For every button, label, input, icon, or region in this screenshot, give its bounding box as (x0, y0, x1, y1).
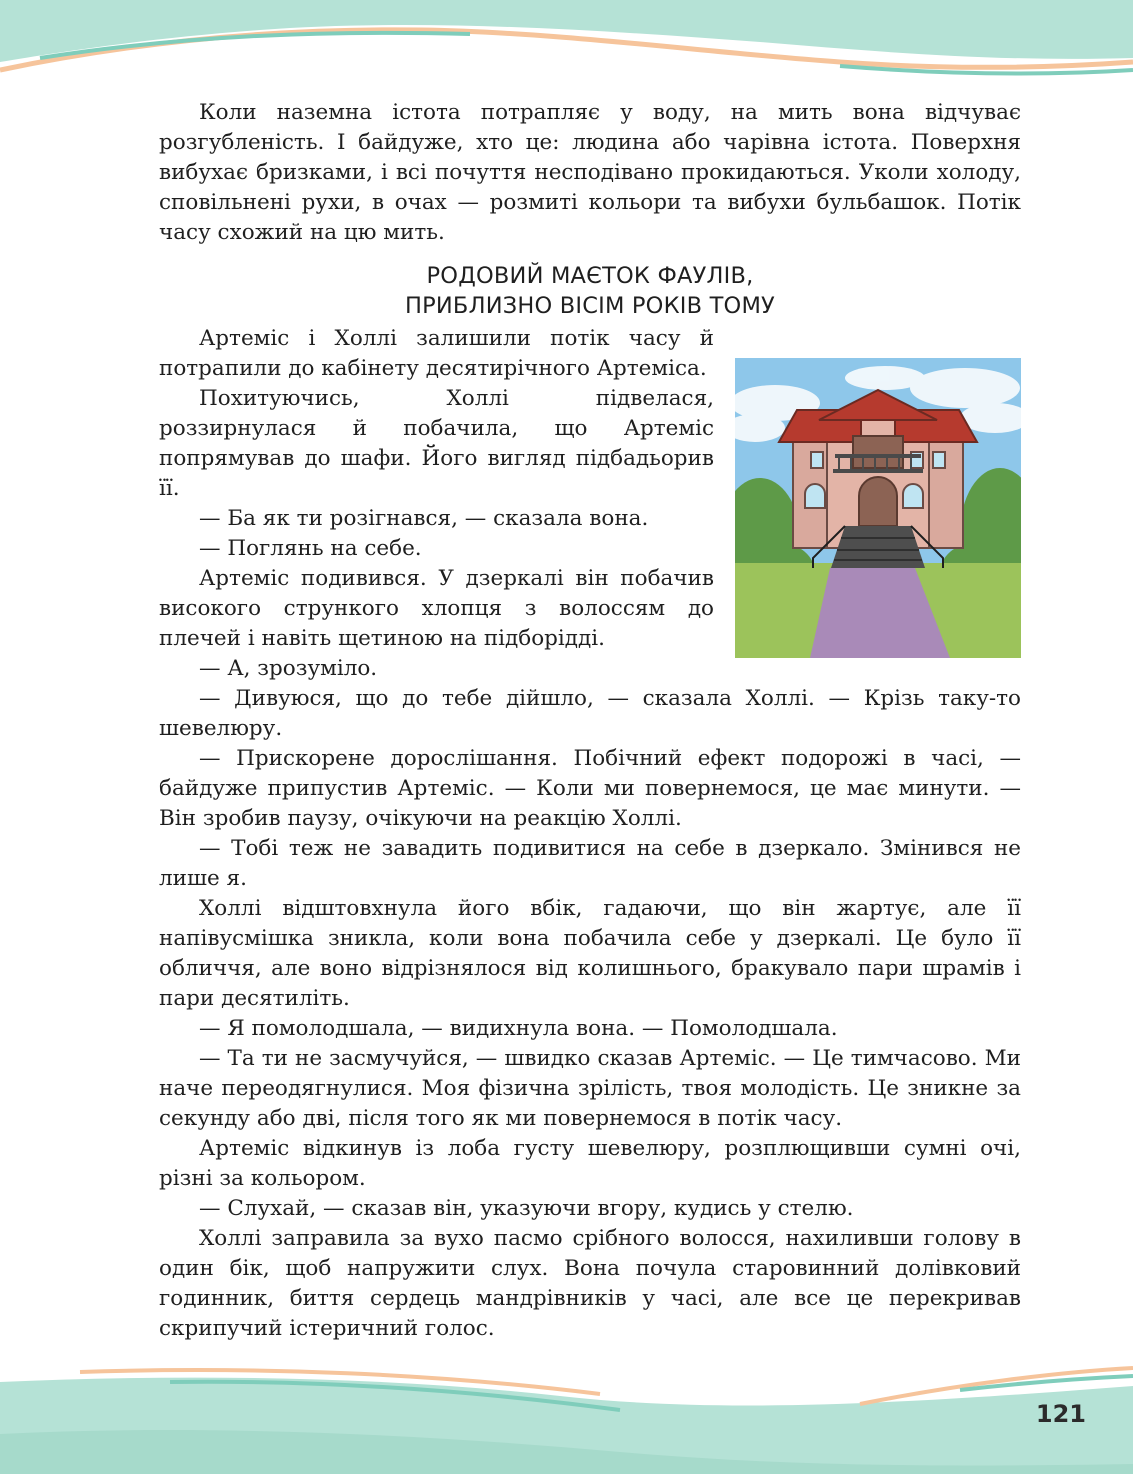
story-paragraph: — Прискорене дорослішання. Побічний ефект подорожі в часі, — байдуже припустив Артеміс. — Коли ми повернемося, це має минути. — Він зробив паузу, очікуючи на реакцію Холлі. (159, 746, 1021, 831)
section-title (159, 261, 1021, 321)
story-paragraph: — А, зрозуміло. (199, 656, 378, 681)
intro-paragraph-block (159, 98, 1021, 248)
story-paragraph: Артеміс подивився. У дзеркалі він побачив високого стрункого хлопця з волоссям до плечей і навіть щетиною на підборідді. (159, 566, 714, 651)
story-paragraph: — Слухай, — сказав він, указуючи вгору, кудись у стелю. (199, 1196, 854, 1221)
story-text-beside-image (159, 324, 714, 654)
manor-house-illustration (735, 358, 1021, 658)
story-paragraph: — Тобі теж не завадить подивитися на себе в дзеркало. Змінився не лише я. (159, 836, 1021, 891)
story-paragraph: — Поглянь на себе. (199, 536, 422, 561)
section-title-line-2: ПРИБЛИЗНО ВІСІМ РОКІВ ТОМУ (405, 293, 775, 319)
bottom-wave-decoration (0, 1364, 1133, 1474)
story-paragraph: — Дивуюся, що до тебе дійшло, — сказала Холлі. — Крізь таку-то шевелюру. (159, 686, 1021, 741)
story-text-full-width (159, 654, 1021, 1344)
story-paragraph: — Та ти не засмучуйся, — швидко сказав Артеміс. — Це тимчасово. Ми наче переодягнулися. Моя фізична зрілість, твоя молодість. Це зникне за секунду або дві, після того як ми повернемося в потік часу. (159, 1046, 1021, 1131)
page-number: 121 (1035, 1400, 1086, 1428)
story-paragraph: — Ба як ти розігнався, — сказала вона. (199, 506, 649, 531)
story-paragraph: Артеміс відкинув із лоба густу шевелюру, розплющивши сумні очі, різні за кольором. (159, 1136, 1021, 1191)
intro-paragraph: Коли наземна істота потрапляє у воду, на мить вона відчуває розгубленість. І байдуже, хто це: людина або чарівна істота. Поверхня вибухає бризками, і всі почуття несподівано прокидаються. Уколи холоду, сповільнені рухи, в очах — розмиті кольори та вибухи бульбашок. Потік часу схожий на цю мить. (159, 100, 1021, 245)
story-paragraph: Холлі відштовхнула його вбік, гадаючи, що він жартує, але її напівусмішка зникла, коли вона побачила себе у дзеркалі. Це було її обличчя, але воно відрізнялося від колишнього, бракувало пари шрамів і пари десятиліть. (159, 896, 1021, 1011)
top-wave-decoration (0, 0, 1133, 90)
story-paragraph: Похитуючись, Холлі підвелася, роззирнулася й побачила, що Артеміс попрямував до шафи. Його вигляд підбадьорив її. (159, 386, 714, 501)
story-paragraph: Холлі заправила за вухо пасмо срібного волосся, нахиливши голову в один бік, щоб напружити слух. Вона почула старовинний долівковий годинник, биття сердець мандрівників у часі, але все це перекривав скрипучий істеричний голос. (159, 1226, 1021, 1341)
section-title-line-1: РОДОВИЙ МАЄТОК ФАУЛІВ, (426, 263, 754, 289)
story-paragraph: — Я помолодшала, — видихнула вона. — Помолодшала. (199, 1016, 838, 1041)
story-paragraph: Артеміс і Холлі залишили потік часу й потрапили до кабінету десятирічного Артеміса. (159, 326, 714, 381)
